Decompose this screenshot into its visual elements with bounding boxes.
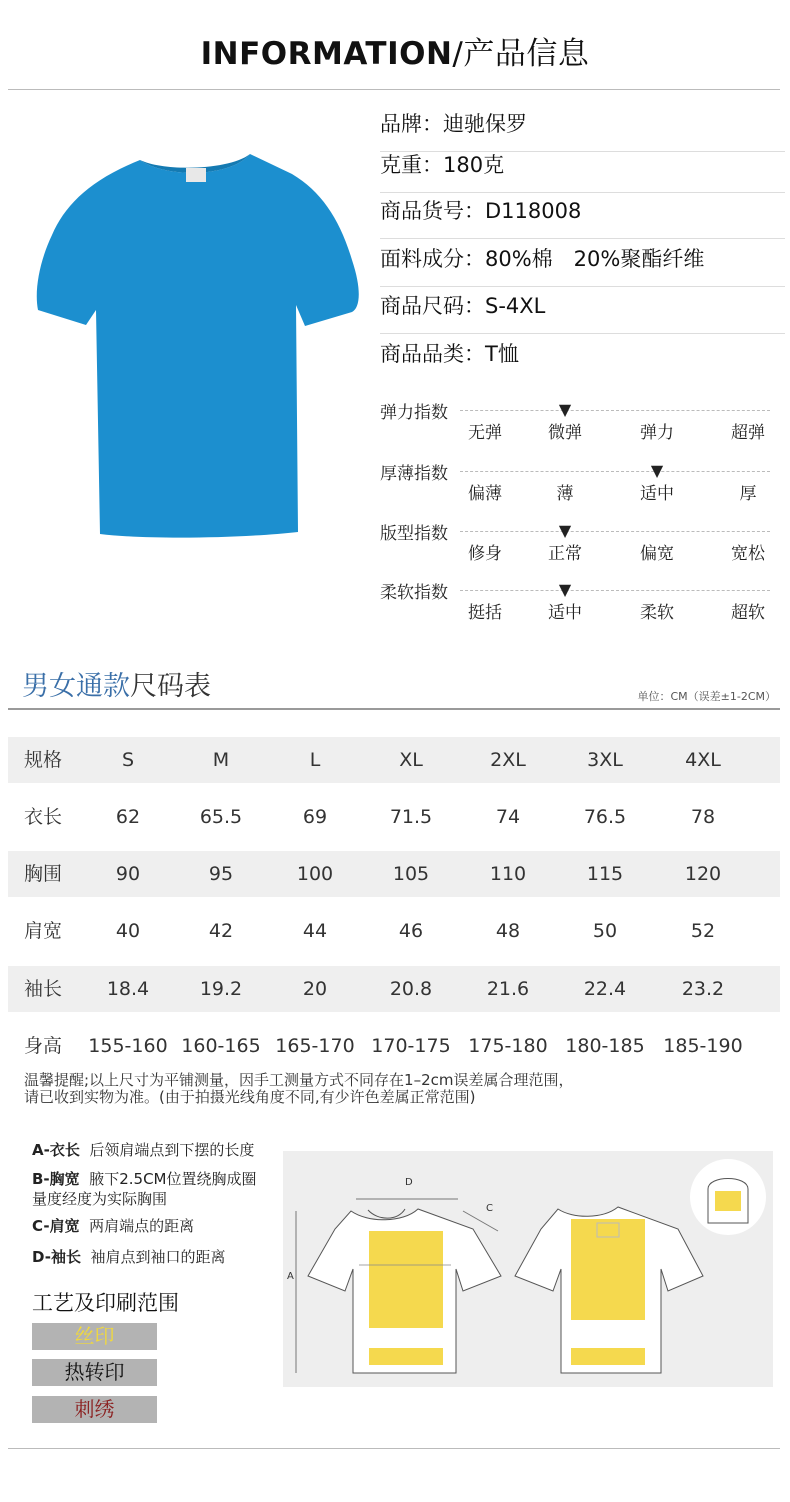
row-label: 规格 [24,749,63,771]
index-label: 柔软指数 [380,583,448,603]
spec-category: 商品品类：T恤 [380,342,519,366]
table-cell: M [212,749,230,771]
table-cell: 78 [690,806,716,828]
table-cell: S [121,749,135,771]
table-cell: XL [399,749,423,771]
table-cell: 21.6 [486,978,530,1000]
table-cell: L [309,749,321,771]
table-cell: 40 [115,920,141,942]
index-option: 超软 [731,603,765,623]
table-cell: 19.2 [199,978,243,1000]
index-option: 弹力 [640,423,674,443]
table-cell: 52 [690,920,716,942]
table-cell: 155-160 [88,1035,168,1057]
table-cell: 115 [586,863,624,885]
table-cell: 175-180 [468,1035,548,1057]
row-label: 衣长 [24,806,63,828]
diagram-label-a: A [287,1271,294,1282]
spec-sku: 商品货号：D118008 [380,191,785,239]
row-label: 袖长 [24,978,63,1000]
table-cell: 50 [592,920,618,942]
table-row [8,737,780,783]
size-chart-title-blue: 男女通款 [22,671,130,702]
index-marker-icon: ▼ [650,461,664,480]
tshirt-diagram-icon [283,1151,773,1387]
index-option: 正常 [548,544,582,564]
table-cell: 18.4 [106,978,150,1000]
table-cell: 20 [302,978,328,1000]
index-label: 版型指数 [380,524,448,544]
legend-text: 两肩端点的距离 [89,1217,195,1235]
legend-text: 腋下2.5CM位置绕胸成圈 [89,1170,257,1188]
legend-text: 袖肩点到袖口的距离 [90,1248,226,1266]
craft-title: 工艺及印刷范围 [32,1291,179,1315]
spec-brand: 品牌：迪驰保罗 [380,104,785,152]
table-cell: 120 [684,863,722,885]
legend-a [32,1140,254,1160]
measurement-diagram [283,1151,773,1387]
index-option: 偏薄 [468,484,502,504]
spec-fabric: 面料成分：80%棉 20%聚酯纤维 [380,239,785,287]
craft-heat-transfer: 热转印 [32,1359,157,1386]
size-note-line2: 请已收到实物为准。(由于拍摄光线角度不同,有少许色差属正常范围) [24,1088,476,1106]
row-label: 肩宽 [24,920,63,942]
index-option: 适中 [640,484,674,504]
table-row [8,851,780,897]
index-option: 挺括 [468,603,502,623]
table-cell: 3XL [587,749,623,771]
legend-b [32,1169,257,1209]
index-scale-line [460,531,770,532]
divider [8,89,780,90]
table-cell: 165-170 [275,1035,355,1057]
legend-text: 后领肩端点到下摆的长度 [89,1141,255,1159]
table-cell: 69 [302,806,328,828]
tshirt-icon [30,140,365,540]
row-label: 胸围 [24,863,63,885]
diagram-label-c: C [486,1203,493,1214]
index-option: 宽松 [731,544,765,564]
table-cell: 44 [302,920,328,942]
table-cell: 22.4 [583,978,627,1000]
index-option: 超弹 [731,423,765,443]
table-cell: 100 [296,863,334,885]
index-option: 柔软 [640,603,674,623]
size-unit: 单位：CM（误差±1-2CM） [637,690,776,703]
table-cell: 20.8 [389,978,433,1000]
title-zh: /产品信息 [452,36,590,72]
size-note [24,1072,574,1106]
table-cell: 185-190 [663,1035,743,1057]
index-scale-line [460,471,770,472]
table-cell: 4XL [685,749,721,771]
legend-key: A-衣长 [32,1141,80,1159]
index-scale-line [460,590,770,591]
index-marker-icon: ▼ [558,400,572,419]
table-row [8,1023,780,1069]
table-cell: 2XL [490,749,526,771]
index-marker-icon: ▼ [558,521,572,540]
table-cell: 62 [115,806,141,828]
legend-d [32,1247,226,1267]
index-option: 薄 [556,484,574,504]
table-cell: 110 [489,863,527,885]
divider [8,1448,780,1449]
craft-embroidery: 刺绣 [32,1396,157,1423]
size-chart-title-rest: 尺码表 [130,671,211,702]
table-row [8,908,780,954]
legend-key: B-胸宽 [32,1170,80,1188]
table-cell: 76.5 [583,806,627,828]
diagram-label-d: D [405,1177,413,1188]
index-scale-line [460,410,770,411]
title-en: INFORMATION [200,36,453,72]
table-cell: 180-185 [565,1035,645,1057]
divider [8,708,780,710]
spec-size: 商品尺码：S-4XL [380,286,785,334]
product-image [30,140,365,540]
size-chart-title [22,664,211,703]
index-option: 偏宽 [640,544,674,564]
index-marker-icon: ▼ [558,580,572,599]
index-label: 弹力指数 [380,403,448,423]
table-cell: 74 [495,806,521,828]
legend-c [32,1216,194,1236]
legend-key: D-袖长 [32,1248,81,1266]
table-cell: 65.5 [199,806,243,828]
table-cell: 46 [398,920,424,942]
table-cell: 71.5 [389,806,433,828]
table-cell: 23.2 [681,978,725,1000]
table-cell: 105 [392,863,430,885]
legend-key: C-肩宽 [32,1217,80,1235]
index-option: 微弹 [548,423,582,443]
table-cell: 90 [115,863,141,885]
table-cell: 160-165 [181,1035,261,1057]
legend-text-2: 量度经度为实际胸围 [32,1190,168,1208]
table-cell: 42 [208,920,234,942]
row-label: 身高 [24,1035,63,1057]
table-cell: 48 [495,920,521,942]
index-option: 无弹 [468,423,502,443]
spec-weight: 克重：180克 [380,145,785,193]
size-note-line1: 温馨提醒;以上尺寸为平铺测量，因手工测量方式不同存在1–2cm误差属合理范围， [24,1071,574,1089]
table-row [8,966,780,1012]
page-title [0,28,790,73]
index-option: 适中 [548,603,582,623]
table-cell: 95 [208,863,234,885]
index-label: 厚薄指数 [380,464,448,484]
table-row [8,794,780,840]
index-option: 修身 [468,544,502,564]
table-cell: 170-175 [371,1035,451,1057]
index-option: 厚 [739,484,757,504]
craft-silkscreen: 丝印 [32,1323,157,1350]
